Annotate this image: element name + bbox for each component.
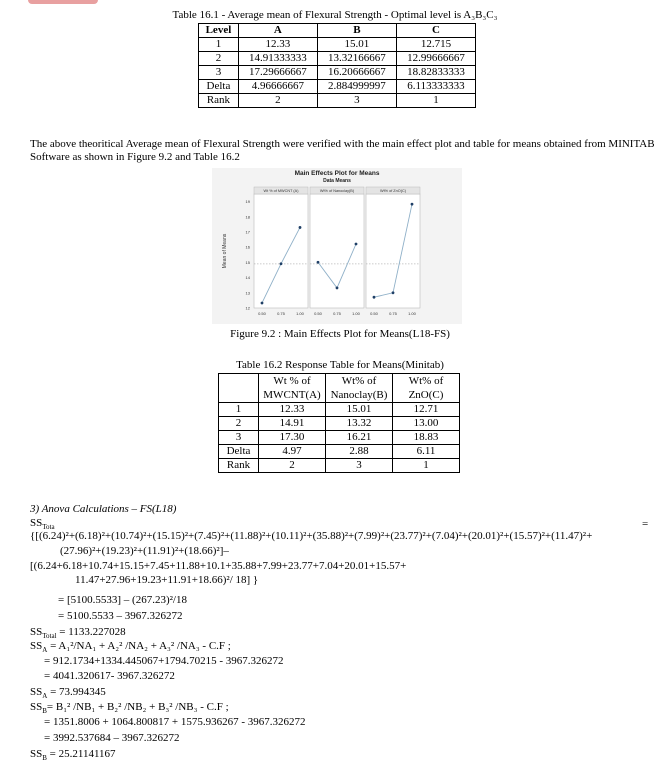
table-row	[219, 459, 460, 473]
table-cell: 18.83	[393, 431, 460, 445]
table-cell: 1	[396, 94, 475, 108]
y-axis-label: Mean of Means	[222, 233, 228, 269]
table-cell: 14.91	[259, 417, 326, 431]
table-cell: 12.99666667	[396, 52, 475, 66]
table-cell: 2	[238, 94, 317, 108]
table-cell: 4.97	[259, 445, 326, 459]
table-cell: 12.33	[238, 38, 317, 52]
x-tick-label: 1.00	[296, 311, 304, 316]
y-tick-label: 19	[245, 199, 250, 205]
table-cell: 13.32	[326, 417, 393, 431]
ss-total-label: $SS_{Tota}$	[30, 517, 55, 532]
x-tick-label: 0.50	[370, 311, 378, 316]
table-row	[199, 66, 476, 80]
table1-caption: Table 16.1 - Average mean of Flexural Strength - Optimal level is A₃B₃C₃	[172, 9, 498, 21]
calc-line-7: = 5100.5533 – 3967.326272	[58, 610, 183, 622]
table-cell: 3	[317, 94, 396, 108]
table-cell: 12.33	[259, 403, 326, 417]
table-row	[199, 94, 476, 108]
panel-frame	[254, 194, 308, 308]
table-cell: 3	[326, 459, 393, 473]
calc-line-2: {[(6.24)²+(6.18)²+(10.74)²+(15.15)²+(7.45)²+(11.88)²+(10.11)²+(35.88)²+(7.99)²+(23.77)²+(7.04)²+(20.01)²+(15.57)²+(11.47)²+	[30, 530, 593, 542]
y-tick-label: 12	[245, 305, 250, 311]
ss-total-result: $SS_{Total} = 1133.227028$	[30, 626, 126, 641]
x-tick-label: 0.50	[314, 311, 322, 316]
table1-header: Level	[199, 24, 239, 38]
panel-title: Wt% of ZnO(C)	[380, 189, 406, 193]
table-cell: 2	[199, 52, 239, 66]
x-tick-label: 1.00	[352, 311, 360, 316]
anova-heading: 3) Anova Calculations – FS(L18)	[30, 503, 177, 515]
table-row	[219, 417, 460, 431]
table-row	[219, 403, 460, 417]
table-cell: 15.01	[326, 403, 393, 417]
data-point	[355, 243, 358, 246]
chart-svg	[212, 168, 462, 324]
table-cell: 1	[393, 459, 460, 473]
response-table	[218, 373, 460, 473]
main-effects-chart	[212, 168, 462, 324]
calc-line-4: [(6.24+6.18+10.74+15.15+7.45+11.88+10.1+35.88+7.99+23.77+7.04+20.01+15.57+	[30, 560, 407, 572]
table-cell: 2.884999997	[317, 80, 396, 94]
table-cell: Rank	[219, 459, 259, 473]
table-row	[219, 445, 460, 459]
body-paragraph: The above theoritical Average mean of Flexural Strength were verified with the main effect plot and table for means obtained from MINITAB Software as shown in Figure 9.2 and Table 16.2	[30, 138, 655, 163]
table-cell: 2.88	[326, 445, 393, 459]
table-cell: 6.113333333	[396, 80, 475, 94]
table-cell: 2	[219, 417, 259, 431]
table-cell: 4.96666667	[238, 80, 317, 94]
calc-line-10: = 912.1734+1334.445067+1794.70215 - 3967.326272	[44, 655, 284, 667]
calc-line-15: = 3992.537684 – 3967.326272	[44, 732, 180, 744]
y-tick-label: 14	[245, 275, 250, 281]
x-tick-label: 0.75	[277, 311, 285, 316]
table-row	[199, 52, 476, 66]
panel-title: Wt % of MWCNT (A)	[263, 189, 299, 193]
ss-b-formula: $SS_B= B_1^2$ /NB₁ + B₂² /NB₂ + B₃² /NB₃ - C.F ;	[30, 701, 229, 716]
table-cell: 14.91333333	[238, 52, 317, 66]
y-tick-label: 18	[245, 214, 250, 220]
table-cell: 6.11	[393, 445, 460, 459]
chart-title: Main Effects Plot for Means	[294, 170, 380, 177]
y-tick-label: 16	[245, 244, 250, 250]
x-tick-label: 0.75	[333, 311, 341, 316]
table-cell: 16.20666667	[317, 66, 396, 80]
table-cell: Delta	[219, 445, 259, 459]
table2-header: Wt% of ZnO(C)	[393, 374, 460, 403]
data-point	[411, 203, 414, 206]
table1-header: B	[317, 24, 396, 38]
table-cell: 1	[199, 38, 239, 52]
panel-title: Wt% of Nanoclay(B)	[319, 189, 355, 193]
panel-frame	[310, 194, 364, 308]
table-cell: 2	[259, 459, 326, 473]
calc-line-5: 11.47+27.96+19.23+11.91+18.66)²/ 18] }	[75, 574, 259, 586]
x-tick-label: 0.75	[389, 311, 397, 316]
average-mean-table	[198, 23, 476, 108]
table-cell: 13.32166667	[317, 52, 396, 66]
table-cell: 18.82833333	[396, 66, 475, 80]
table-row	[199, 38, 476, 52]
data-point	[261, 302, 264, 305]
table-cell: 16.21	[326, 431, 393, 445]
table-cell: 1	[219, 403, 259, 417]
y-tick-label: 17	[245, 229, 250, 235]
ss-a-formula: $SS_A = A_1^2/NA_1 + A_2^2$ /NA₂ + A₃² /NA₃ - C.F ;	[30, 640, 231, 655]
ss-a-result: $SS_A = 73.994345$	[30, 686, 106, 701]
figure-caption: Figure 9.2 : Main Effects Plot for Means(L18-FS)	[230, 328, 450, 340]
ss-b-result: $SS_B = 25.21141167$	[30, 748, 116, 763]
table-cell: 17.29666667	[238, 66, 317, 80]
data-point	[392, 291, 395, 294]
table2-header: Wt% of Nanoclay(B)	[326, 374, 393, 403]
calc-line-11: = 4041.320617- 3967.326272	[44, 670, 175, 682]
x-tick-label: 1.00	[408, 311, 416, 316]
data-point	[299, 226, 302, 229]
table-cell: Delta	[199, 80, 239, 94]
calc-line-14: = 1351.8006 + 1064.800817 + 1575.936267 - 3967.326272	[44, 716, 306, 728]
table-cell: 3	[199, 66, 239, 80]
table2-header	[219, 374, 259, 403]
table-row	[219, 431, 460, 445]
table-cell: 17.30	[259, 431, 326, 445]
calc-line-3: (27.96)²+(19.23)²+(11.91)²+(18.66)²]–	[60, 545, 229, 557]
table-cell: 3	[219, 431, 259, 445]
data-point	[373, 296, 376, 299]
table-row	[199, 80, 476, 94]
table2-caption: Table 16.2 Response Table for Means(Minitab)	[236, 359, 444, 371]
chart-subtitle: Data Means	[323, 178, 351, 184]
y-tick-label: 15	[245, 259, 250, 265]
data-point	[336, 287, 339, 290]
table-cell: 13.00	[393, 417, 460, 431]
table1-header: C	[396, 24, 475, 38]
table-cell: 12.71	[393, 403, 460, 417]
x-tick-label: 0.50	[258, 311, 266, 316]
table-cell: Rank	[199, 94, 239, 108]
data-point	[317, 261, 320, 264]
calc-line-6: = [5100.5533] – (267.23)²/18	[58, 594, 187, 606]
table-cell: 15.01	[317, 38, 396, 52]
table2-header: Wt % of MWCNT(A)	[259, 374, 326, 403]
table1-header: A	[238, 24, 317, 38]
data-point	[280, 262, 283, 265]
logo-fragment	[28, 0, 98, 4]
y-tick-label: 13	[245, 290, 250, 296]
ss-total-equals: =	[642, 518, 649, 530]
table-cell: 12.715	[396, 38, 475, 52]
